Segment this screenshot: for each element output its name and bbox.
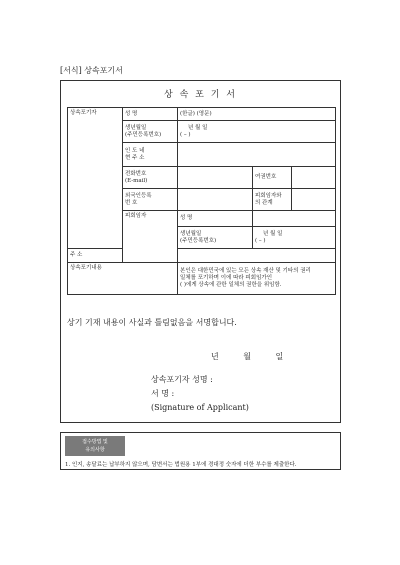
applicant-phone-label-line2: (E-mail) — [125, 177, 148, 184]
decedent-dob-field[interactable] — [253, 227, 336, 249]
applicant-phone-field[interactable] — [178, 167, 253, 189]
applicant-relation-label — [253, 189, 292, 211]
applicant-name-field[interactable]: (한글) (영문) — [178, 108, 336, 121]
applicant-dob-date: 년 월 일 — [188, 124, 208, 131]
decedent-name-label: 성 명 — [178, 211, 253, 227]
applicant-alien-reg-label-line1: 외국인등록 — [125, 192, 152, 199]
waiver-form — [60, 80, 341, 423]
content-line2: 일체를 포기하며 이에 따라 피회임가인 — [180, 275, 273, 282]
applicant-address-label-line1: 인 도 네 — [125, 147, 145, 154]
signing-date: 년 월 일 — [211, 352, 284, 361]
applicant-alien-reg-field[interactable] — [178, 189, 253, 211]
notes-header-line2: 유의사항 — [85, 447, 105, 453]
form-title: 상 속 포 기 서 — [164, 90, 237, 100]
decedent-address-label: 주 소 — [68, 249, 123, 263]
decedent-dob-date: 년 월 일 — [263, 230, 283, 237]
decedent-address-field[interactable] — [178, 249, 336, 263]
content-section-label: 상속포기내용 — [68, 263, 178, 295]
signature-name-line: 상속포기자 성명 : — [151, 375, 213, 384]
notes-header — [65, 436, 125, 456]
notes-text: 1. 인지, 송달료는 납부하지 않으며, 담변서는 법원용 1부에 경대정 숫자에 더한 부수를 제출한다. — [65, 462, 297, 468]
signature-english-caption: (Signature of Applicant) — [151, 403, 249, 412]
applicant-address-label-line2: 현 주 소 — [125, 154, 145, 161]
applicant-relation-label-line1: 피회임자와 — [255, 192, 282, 199]
applicant-phone-label-line1: 전화번호 — [125, 170, 147, 177]
content-line3: ( )에게 상속에 관한 일체의 권한을 위임함. — [180, 281, 282, 288]
applicant-alien-reg-label-line2: 번 호 — [125, 199, 138, 206]
applicant-dob-field[interactable] — [178, 121, 336, 143]
applicant-dob-label-line2: (주민등록번호) — [125, 131, 162, 138]
applicant-phone-label — [123, 167, 178, 189]
applicant-dob-label-line1: 생년월일 — [125, 124, 147, 131]
certification-statement: 상기 기재 내용이 사실과 틀림없음을 서명합니다. — [67, 318, 237, 327]
applicant-name-label: 성 명 — [123, 108, 178, 121]
decedent-dob-label — [178, 227, 253, 249]
notes-header-line1: 접수방법 및 — [82, 439, 108, 445]
applicant-relation-field[interactable] — [292, 189, 336, 211]
applicant-address-field[interactable] — [178, 143, 336, 167]
applicant-section-label: 상속포기자 — [68, 108, 123, 249]
content-line1: 본인은 대한민국에 있는 모든 상속 재산 및 기타의 권리 — [180, 268, 311, 275]
applicant-dob-id: ( – ) — [180, 131, 191, 138]
decedent-dob-label-line2: (주민등록번호) — [180, 237, 217, 244]
decedent-name-field[interactable] — [253, 211, 336, 227]
decedent-dob-id: ( – ) — [255, 237, 266, 244]
document-type-label: [서식] 상속포기서 — [60, 66, 123, 75]
decedent-section-label: 피회임자 — [123, 211, 178, 263]
applicant-passport-label: 여권번호 — [253, 167, 292, 189]
content-text — [178, 263, 336, 295]
applicant-address-label — [123, 143, 178, 167]
signature-block — [151, 373, 249, 415]
applicant-alien-reg-label — [123, 189, 178, 211]
signature-sign-line: 서 명 : — [151, 389, 175, 398]
applicant-dob-label — [123, 121, 178, 143]
applicant-relation-label-line2: 의 관계 — [255, 199, 273, 206]
decedent-dob-label-line1: 생년월일 — [180, 230, 202, 237]
notes-box — [60, 432, 341, 470]
form-table — [67, 107, 336, 295]
applicant-passport-field[interactable] — [292, 167, 336, 189]
